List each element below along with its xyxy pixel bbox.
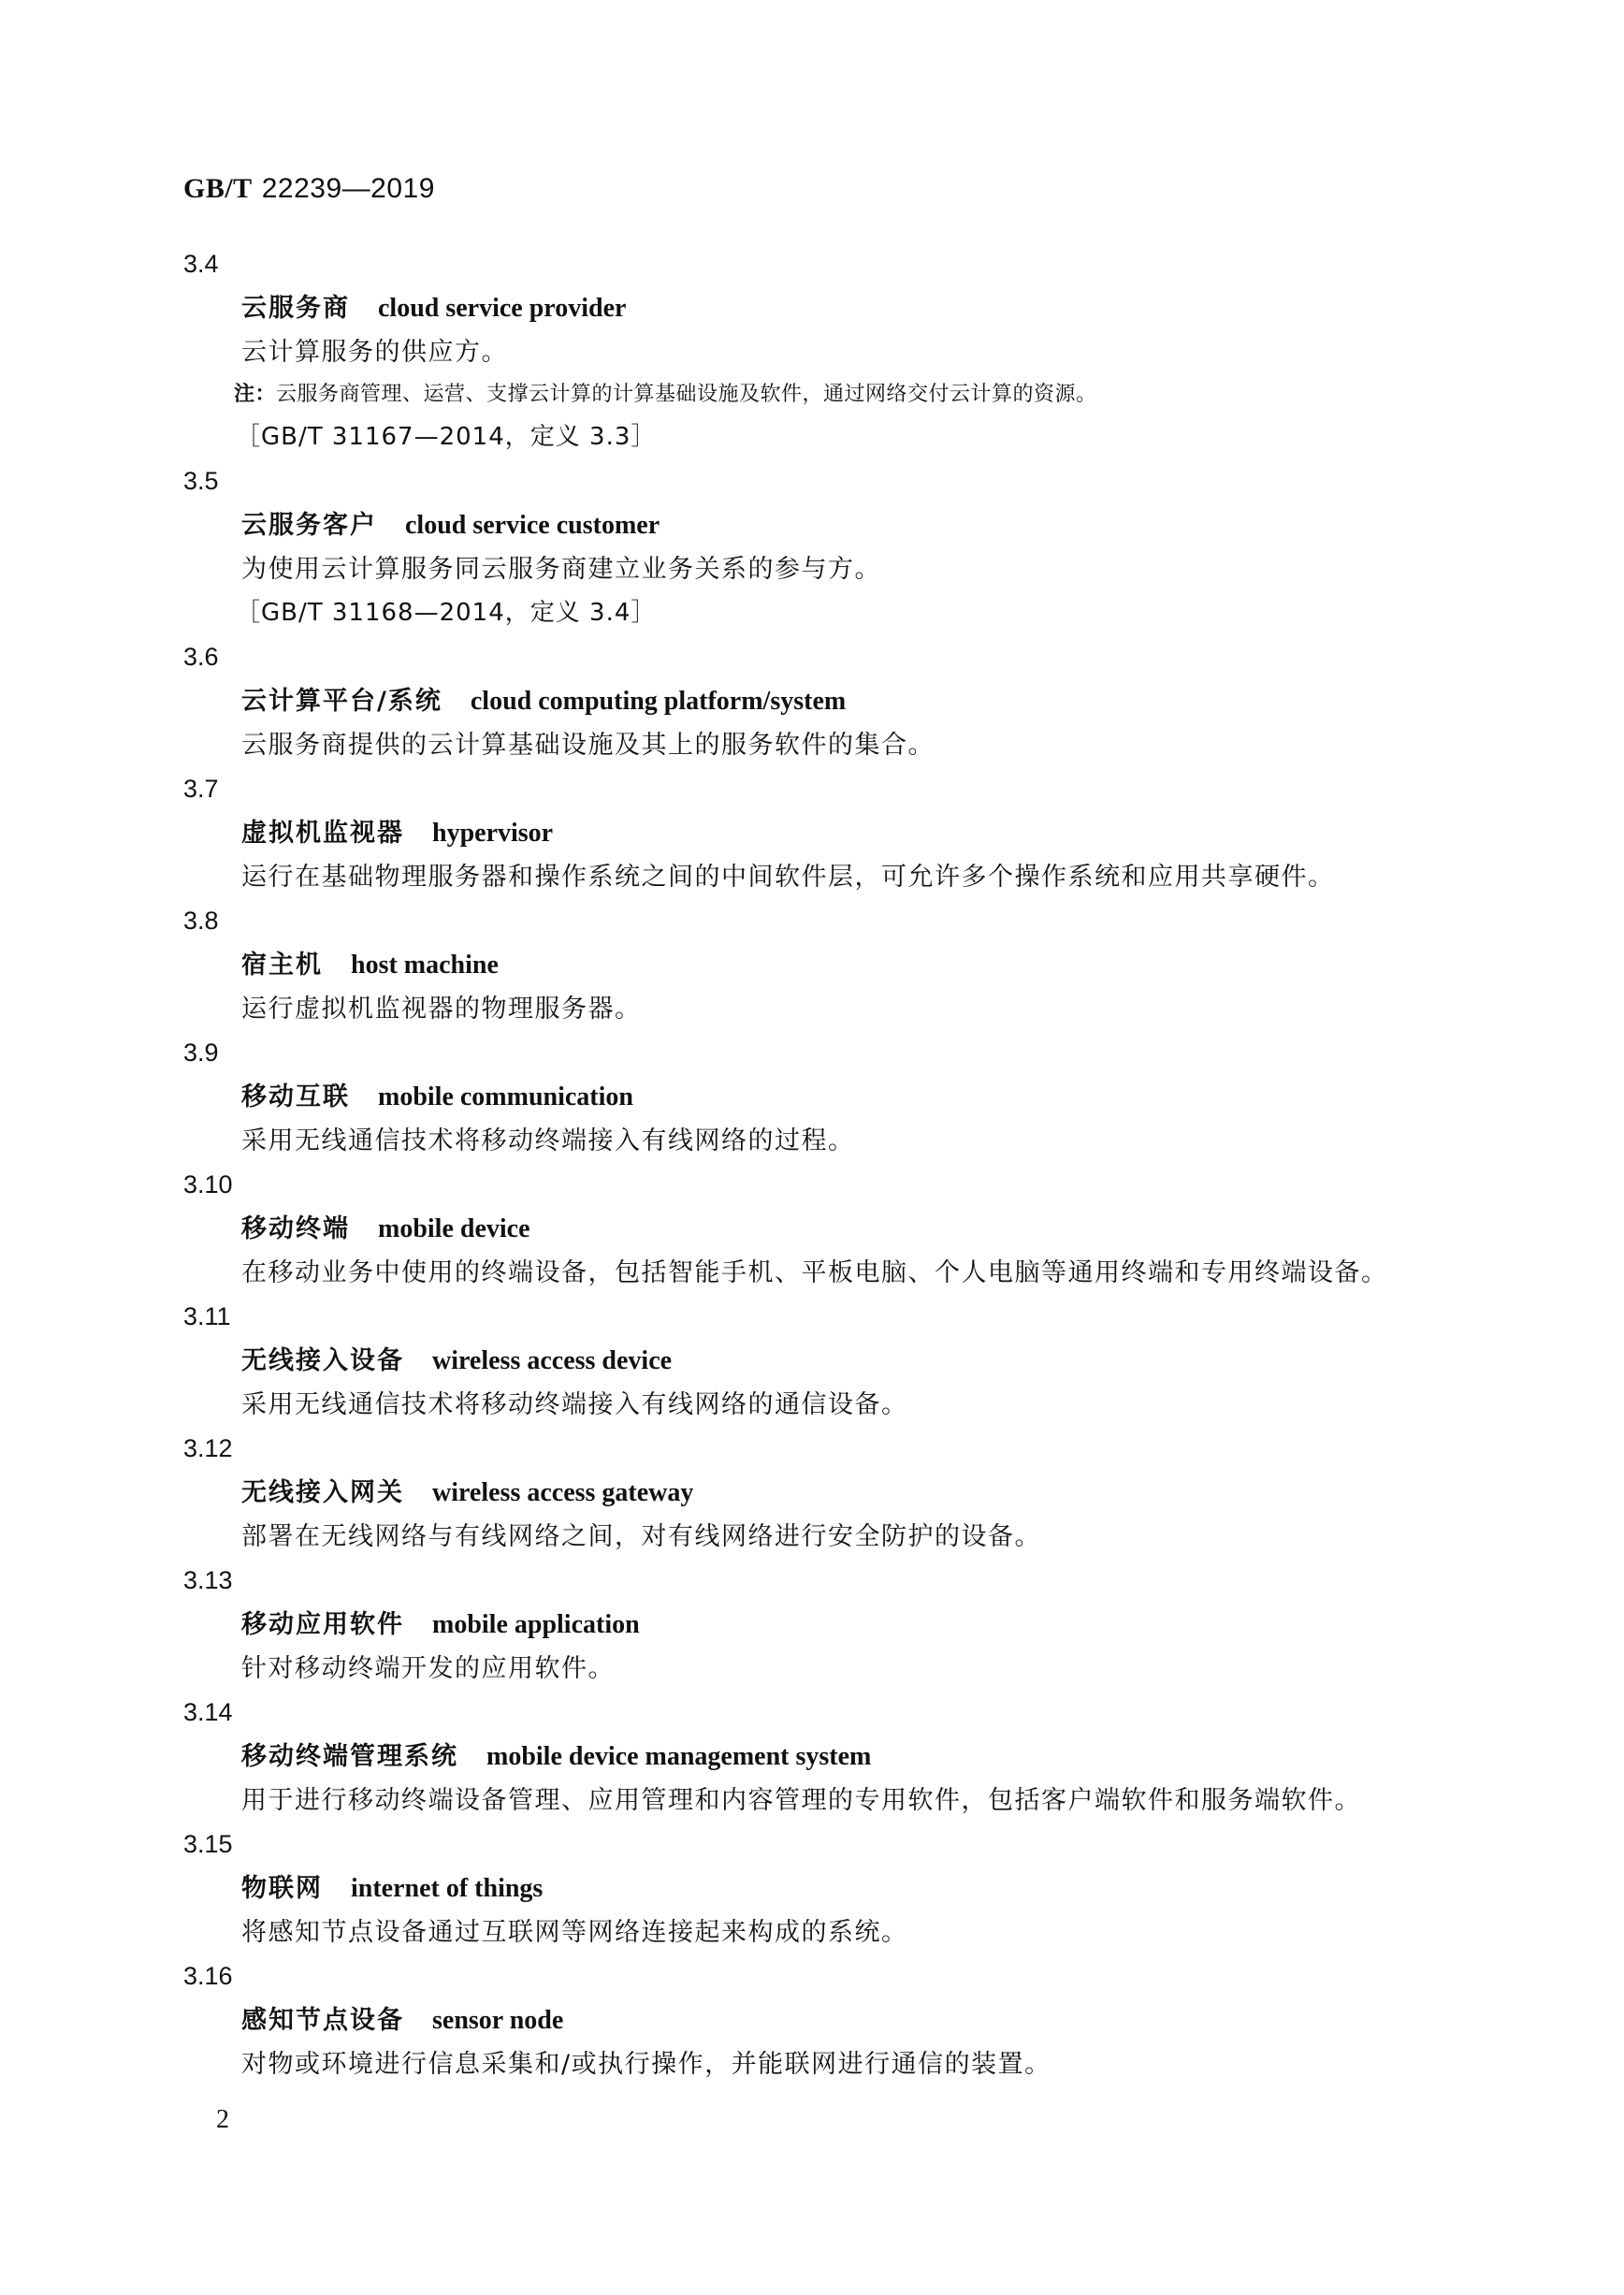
term-english: hypervisor xyxy=(432,819,554,848)
term-english: mobile application xyxy=(432,1610,640,1639)
clause-number: 3.10 xyxy=(183,1170,233,1198)
term-entry-3-11 xyxy=(0,1295,1624,1427)
term-heading xyxy=(241,1603,1624,1647)
term-english: cloud computing platform/system xyxy=(470,687,847,716)
term-definition: 采用无线通信技术将移动终端接入有线网络的通信设备。 xyxy=(241,1390,908,1419)
term-heading xyxy=(241,1207,1624,1251)
term-english: mobile communication xyxy=(378,1082,633,1111)
term-heading xyxy=(241,1075,1624,1119)
term-english: cloud service provider xyxy=(378,294,627,323)
term-entry-3-9 xyxy=(0,1031,1624,1163)
term-chinese: 移动互联 xyxy=(241,1082,350,1111)
clause-number: 3.15 xyxy=(183,1830,233,1858)
term-entry-3-16 xyxy=(0,1954,1624,2086)
term-entry-3-10 xyxy=(0,1163,1624,1295)
clause-number: 3.4 xyxy=(183,250,219,278)
term-entry-3-14 xyxy=(0,1691,1624,1823)
standard-number: 22239—2019 xyxy=(261,173,435,204)
term-source: ［GB/T 31167—2014，定义 3.3］ xyxy=(236,423,657,451)
term-definition: 在移动业务中使用的终端设备，包括智能手机、平板电脑、个人电脑等通用终端和专用终端设备。 xyxy=(241,1258,1388,1287)
term-english: host machine xyxy=(351,951,499,980)
term-definition: 为使用云计算服务同云服务商建立业务关系的参与方。 xyxy=(241,555,881,584)
term-english: mobile device management system xyxy=(486,1742,872,1771)
term-heading xyxy=(241,1735,1624,1779)
term-entry-3-7 xyxy=(0,767,1624,899)
term-heading xyxy=(241,1339,1624,1383)
term-english: wireless access device xyxy=(432,1346,673,1375)
term-chinese: 无线接入网关 xyxy=(241,1478,404,1507)
term-entry-3-13 xyxy=(0,1559,1624,1691)
page-header xyxy=(183,172,435,205)
term-chinese: 感知节点设备 xyxy=(241,2006,404,2035)
term-english: wireless access gateway xyxy=(432,1478,694,1507)
term-entry-3-15 xyxy=(0,1823,1624,1954)
clause-number: 3.5 xyxy=(183,467,219,495)
clause-number: 3.12 xyxy=(183,1434,233,1462)
page-number: 2 xyxy=(216,2105,229,2134)
term-heading xyxy=(241,1471,1624,1515)
term-definition: 采用无线通信技术将移动终端接入有线网络的过程。 xyxy=(241,1126,855,1155)
clause-number: 3.16 xyxy=(183,1962,233,1990)
term-note xyxy=(234,374,1624,415)
term-chinese: 物联网 xyxy=(241,1874,323,1903)
term-chinese: 虚拟机监视器 xyxy=(241,819,404,848)
term-chinese: 云计算平台/系统 xyxy=(241,687,442,716)
term-chinese: 移动终端管理系统 xyxy=(241,1742,458,1771)
term-english: internet of things xyxy=(351,1874,544,1903)
term-chinese: 移动终端 xyxy=(241,1214,350,1243)
term-english: sensor node xyxy=(432,2006,564,2035)
term-definition: 部署在无线网络与有线网络之间，对有线网络进行安全防护的设备。 xyxy=(241,1522,1041,1551)
clause-number: 3.11 xyxy=(183,1302,231,1330)
term-chinese: 无线接入设备 xyxy=(241,1346,404,1375)
term-definition: 运行在基础物理服务器和操作系统之间的中间软件层，可允许多个操作系统和应用共享硬件。 xyxy=(241,863,1335,892)
clause-number: 3.8 xyxy=(183,907,219,935)
term-chinese: 云服务客户 xyxy=(241,511,377,540)
term-entry-3-6 xyxy=(0,635,1624,767)
term-heading xyxy=(241,943,1624,987)
term-definition: 运行虚拟机监视器的物理服务器。 xyxy=(241,995,642,1024)
term-heading xyxy=(241,286,1624,330)
term-english: mobile device xyxy=(378,1214,530,1243)
clause-number: 3.14 xyxy=(183,1698,233,1726)
term-heading xyxy=(241,1867,1624,1910)
term-definition: 针对移动终端开发的应用软件。 xyxy=(241,1654,615,1683)
term-chinese: 云服务商 xyxy=(241,294,350,323)
term-list xyxy=(0,242,1624,2086)
term-entry-3-12 xyxy=(0,1427,1624,1559)
term-source: ［GB/T 31168—2014，定义 3.4］ xyxy=(236,599,657,627)
term-heading xyxy=(241,503,1624,547)
clause-number: 3.7 xyxy=(183,775,219,803)
clause-number: 3.13 xyxy=(183,1566,233,1594)
term-entry-3-4 xyxy=(0,242,1624,459)
term-english: cloud service customer xyxy=(405,511,660,540)
term-definition: 云服务商提供的云计算基础设施及其上的服务软件的集合。 xyxy=(241,731,935,760)
term-entry-3-5 xyxy=(0,459,1624,635)
term-definition: 对物或环境进行信息采集和/或执行操作，并能联网进行通信的装置。 xyxy=(241,2050,1051,2079)
term-definition: 云计算服务的供应方。 xyxy=(241,338,508,367)
clause-number: 3.6 xyxy=(183,643,219,671)
term-chinese: 移动应用软件 xyxy=(241,1610,404,1639)
clause-number: 3.9 xyxy=(183,1039,219,1067)
note-label: 注： xyxy=(234,383,277,406)
term-heading xyxy=(241,811,1624,855)
term-heading xyxy=(241,679,1624,723)
term-definition: 用于进行移动终端设备管理、应用管理和内容管理的专用软件，包括客户端软件和服务端软件。 xyxy=(241,1786,1361,1815)
note-text: 云服务商管理、运营、支撑云计算的计算基础设施及软件，通过网络交付云计算的资源。 xyxy=(276,383,1097,406)
standard-code: GB/T xyxy=(183,173,253,204)
term-definition: 将感知节点设备通过互联网等网络连接起来构成的系统。 xyxy=(241,1918,908,1947)
term-heading xyxy=(241,1998,1624,2042)
term-entry-3-8 xyxy=(0,899,1624,1031)
term-chinese: 宿主机 xyxy=(241,951,323,980)
